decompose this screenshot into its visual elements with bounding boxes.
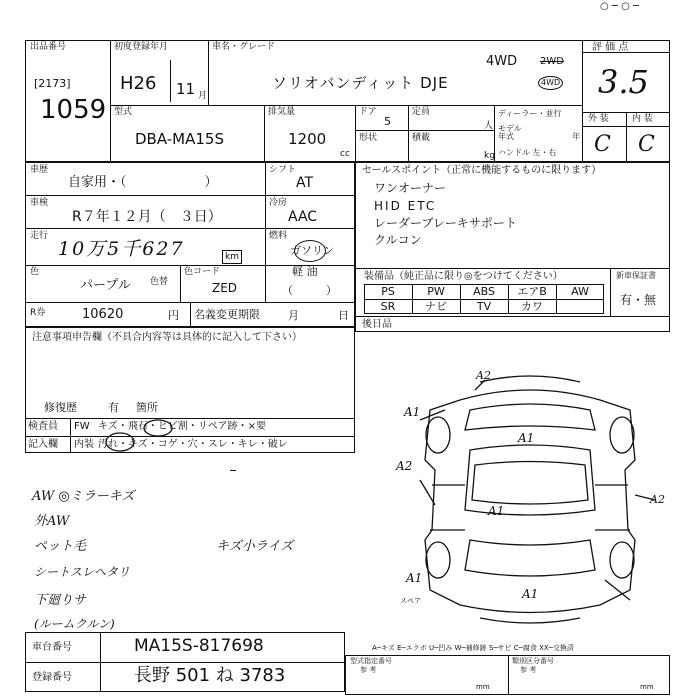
recycle-label: R券 — [30, 308, 46, 318]
equip-aw: AW — [571, 285, 589, 298]
interior-grade: C — [638, 132, 655, 157]
new-warranty-label: 新車保証書 — [616, 271, 656, 280]
corner-mark: ○ ─ ○ ─ — [600, 1, 640, 12]
doors-label: ドア — [359, 107, 377, 117]
equip-sr: SR — [380, 300, 396, 313]
note-1: AW ◎ミラーキズ — [32, 489, 135, 504]
fw-label: FW — [74, 421, 90, 432]
cc-unit: cc — [340, 149, 350, 159]
diag-mark-a2-right: A2 — [650, 493, 665, 506]
doors-value: 5 — [384, 115, 391, 128]
yen-unit: 円 — [168, 309, 179, 322]
lot-no-label: 出品番号 — [30, 42, 67, 52]
note-3: ペット毛 — [34, 539, 87, 554]
capacity-label: 定員 — [412, 107, 431, 117]
person-unit: 人 — [484, 121, 494, 131]
drive-type: 4WD — [486, 54, 518, 69]
rating-score: 3.5 — [598, 63, 649, 101]
inspector-label: 検査員 — [28, 421, 58, 432]
color-code-value: ZED — [212, 281, 238, 295]
model-label: 型式 — [114, 107, 133, 117]
repair-place: 箇所 — [136, 401, 158, 414]
diag-mark-a1-mid: A1 — [488, 504, 505, 518]
chassis-label: 車台番号 — [32, 642, 72, 653]
fuel-selected-circle — [294, 240, 326, 262]
note-4: キズ小ライズ — [216, 539, 294, 554]
mm-unit-1: mm — [476, 683, 490, 691]
fuel-label: 燃料 — [269, 231, 288, 241]
mileage-label: 走行 — [30, 231, 49, 241]
notes-label: 注意事項申告欄（不具合内容等は具体的に記入して下さい） — [32, 332, 302, 343]
equip-navi: ナビ — [425, 300, 447, 313]
sales-point-4: クルコン — [374, 233, 422, 247]
lot-code: [2173] — [34, 77, 71, 90]
damage-legend: A─キズ E─エクボ U─凹み W─補修跡 S─サビ C─腐食 XX─交換済 — [372, 644, 574, 652]
aircon-value: AAC — [288, 209, 318, 225]
recycle-amount: 10620 — [82, 307, 124, 322]
first-reg-label: 初度登録年月 — [114, 42, 169, 52]
dealer-label: ディーラー・並行 — [498, 109, 562, 118]
color-value: パープル — [80, 278, 131, 293]
note-2: 外AW — [34, 514, 70, 529]
title-change-label: 名義変更期限 — [194, 308, 260, 321]
note-7: (ルームクルン) — [34, 617, 115, 631]
reg-month: 11 — [176, 80, 196, 98]
notes-frame — [25, 327, 355, 453]
memo-label: 記入欄 — [28, 439, 58, 450]
category-label: 類別区分番号 — [512, 657, 554, 665]
interior-row-label: 内装 — [74, 439, 94, 450]
spare-label: スペア — [400, 597, 421, 605]
shift-label: シフト — [269, 165, 297, 175]
equipment-label: 装備品（純正品に限り◎をつけてください） — [364, 271, 563, 282]
sales-point-label: セールスポイント（正常に機能するものに限ります） — [362, 165, 602, 176]
exterior-label: 外 装 — [588, 114, 609, 124]
equip-airbag: エアB — [517, 285, 547, 298]
diag-mark-a2-top: A2 — [476, 369, 491, 382]
diag-mark-a1-center: A1 — [518, 431, 535, 445]
plate-label: 登録番号 — [32, 672, 72, 683]
sales-point-2: HID ETC — [374, 199, 437, 213]
history-label: 車歴 — [30, 165, 49, 175]
diag-mark-a1-rear: A1 — [522, 587, 539, 601]
equip-ps: PS — [381, 285, 395, 298]
repair-has: 有 — [108, 401, 119, 414]
model-code: DBA-MA15S — [135, 130, 224, 148]
color-code-label: 色コード — [184, 267, 221, 277]
car-name: ソリオバンディット DJE — [272, 74, 449, 92]
equip-pw: PW — [427, 285, 445, 298]
rating-label: 評 価 点 — [592, 42, 629, 53]
diag-mark-a1-left: A1 — [404, 405, 421, 419]
model-year-label: モデル年式 — [498, 124, 522, 141]
mileage-value: 10万5千627 — [58, 238, 185, 260]
drive-opt-4wd: 4WD — [538, 76, 563, 90]
type-designation-label: 型式指定番号 — [350, 657, 392, 665]
shift-value: AT — [296, 175, 314, 191]
drive-opt-2wd: 2WD — [540, 56, 564, 67]
displacement-label: 排気量 — [268, 107, 296, 117]
reg-month-suffix: 月 — [198, 91, 208, 101]
interior-label: 内 装 — [632, 114, 653, 124]
ref-label-2: 参 考 — [520, 666, 537, 674]
year-unit: 年 — [572, 132, 580, 141]
fuel-option-gasoline: ガソリン — [290, 244, 334, 257]
handle-label: ハンドル 左・右 — [498, 148, 557, 157]
displacement-value: 1200 — [288, 130, 327, 148]
lot-number: 1059 — [40, 95, 107, 125]
sales-point-3: レーダーブレーキサポート — [374, 216, 517, 230]
exterior-grade: C — [594, 132, 611, 157]
aircon-label: 冷房 — [269, 198, 288, 208]
sales-point-1: ワンオーナー — [374, 181, 447, 195]
equip-tv: TV — [476, 300, 492, 313]
ref-label-1: 参 考 — [360, 666, 377, 674]
header-frame — [25, 40, 670, 162]
chassis-number: MA15S-817698 — [134, 636, 264, 656]
warranty-value: 有・無 — [620, 293, 657, 307]
kg-unit: kg — [484, 151, 495, 161]
mm-unit-2: mm — [640, 683, 654, 691]
repair-history-label: 修復歴 — [44, 401, 77, 414]
note-6: 下廻りサ — [34, 593, 87, 608]
later-docs-label: 後日品 — [362, 319, 392, 330]
km-unit: km — [222, 250, 242, 264]
color-label: 色 — [30, 267, 40, 277]
reg-era: H26 — [120, 73, 157, 94]
fuel-option-other: （ ） — [282, 284, 337, 297]
interior-row: 汚れ・キズ・コゲ・穴・スレ・キレ・破レ — [98, 439, 288, 450]
title-change-month: 月 — [288, 309, 299, 322]
equip-abs: ABS — [473, 285, 495, 298]
handwritten-circles — [100, 412, 180, 452]
inspector-row: キズ・飛石・ヒビ割・リペア跡・×要 — [98, 421, 266, 432]
car-name-label: 車名・グレード — [212, 42, 276, 52]
inspection-label: 車検 — [30, 198, 49, 208]
equip-leather: カワ — [521, 300, 543, 313]
note-5: シートスレヘタリ — [34, 565, 130, 579]
plate-number: 長野 501 ね 3783 — [134, 665, 286, 686]
color-change-label: 色替 — [150, 277, 169, 287]
history-value: 自家用・（ ） — [68, 175, 218, 190]
diag-mark-a1-bottom: A1 — [406, 571, 423, 585]
fuel-option-diesel: 軽 油 — [292, 265, 318, 278]
diag-mark-a2-left: A2 — [396, 459, 413, 473]
inspection-value: R７年１２月（ ３日） — [72, 209, 222, 225]
title-change-day: 日 — [338, 309, 349, 322]
load-label: 積載 — [412, 133, 431, 143]
shape-label: 形状 — [359, 133, 378, 143]
